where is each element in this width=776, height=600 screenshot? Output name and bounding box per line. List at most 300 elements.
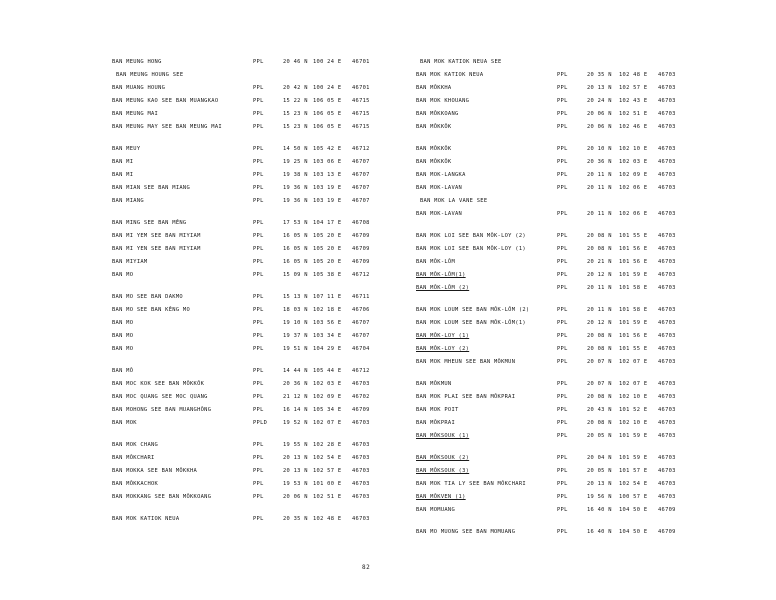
gazetteer-entry — [112, 452, 382, 465]
entry-feature-type: PPL — [253, 442, 264, 448]
entry-feature-type: PPL — [557, 172, 568, 178]
entry-sheet-code: 46703 — [658, 233, 676, 239]
entry-latitude: 15 23 N — [283, 124, 308, 130]
entry-longitude: 105 20 E — [313, 259, 342, 265]
entry-sheet-code: 46703 — [658, 159, 676, 165]
entry-sheet-code: 46703 — [658, 246, 676, 252]
entry-sheet-code: 46709 — [352, 407, 370, 413]
gazetteer-entry — [416, 269, 706, 282]
entry-feature-type: PPL — [557, 211, 568, 217]
entry-latitude: 19 55 N — [283, 442, 308, 448]
gazetteer-entry — [112, 143, 382, 156]
entry-sheet-code: 46704 — [352, 346, 370, 352]
entry-latitude: 20 36 N — [283, 381, 308, 387]
gazetteer-entry — [112, 330, 382, 343]
entry-latitude: 20 21 N — [587, 259, 612, 265]
entry-feature-type: PPL — [253, 333, 264, 339]
gazetteer-entry — [416, 452, 706, 465]
entry-feature-type: PPL — [557, 111, 568, 117]
entry-name: BAN MÔK-LOY (1) — [416, 333, 470, 339]
entry-feature-type: PPL — [557, 285, 568, 291]
gazetteer-entry — [112, 365, 382, 378]
entry-sheet-code: 46703 — [658, 111, 676, 117]
entry-sheet-code: 46703 — [658, 85, 676, 91]
entry-feature-type: PPL — [253, 407, 264, 413]
entry-latitude: 20 11 N — [587, 172, 612, 178]
entry-longitude: 102 54 E — [313, 455, 342, 461]
entry-name: BAN MIANG — [112, 198, 144, 204]
entry-name: BAN MOK PLAI SEE BAN MÔKPRAI — [416, 394, 516, 400]
entry-name: BAN MEUNG MAI — [112, 111, 159, 117]
entry-feature-type: PPL — [557, 272, 568, 278]
entry-sheet-code: 46707 — [352, 320, 370, 326]
right-column — [416, 56, 706, 539]
gazetteer-entry — [416, 195, 706, 208]
entry-longitude: 102 06 E — [619, 185, 648, 191]
gazetteer-entry — [112, 417, 382, 430]
entry-name: BAN MIAN SEE BAN MIANG — [112, 185, 190, 191]
gazetteer-entry — [416, 465, 706, 478]
entry-longitude: 100 24 E — [313, 85, 342, 91]
entry-latitude: 20 24 N — [587, 98, 612, 104]
entry-name: BAN MÔKKÔK — [416, 124, 452, 130]
entry-longitude: 102 57 E — [313, 468, 342, 474]
entry-latitude: 19 36 N — [283, 198, 308, 204]
entry-longitude: 101 58 E — [619, 285, 648, 291]
entry-sheet-code: 46701 — [352, 59, 370, 65]
entry-sheet-code: 46703 — [352, 420, 370, 426]
entry-feature-type: PPL — [557, 259, 568, 265]
entry-sheet-code: 46703 — [658, 407, 676, 413]
entry-sheet-code: 46712 — [352, 146, 370, 152]
entry-latitude: 16 14 N — [283, 407, 308, 413]
entry-name: BAN MIYIAM — [112, 259, 148, 265]
entry-sheet-code: 46715 — [352, 124, 370, 130]
gazetteer-entry — [112, 169, 382, 182]
entry-longitude: 102 18 E — [313, 307, 342, 313]
entry-longitude: 101 52 E — [619, 407, 648, 413]
entry-latitude: 20 08 N — [587, 346, 612, 352]
entry-feature-type: PPL — [253, 172, 264, 178]
gazetteer-entry — [112, 491, 382, 504]
entry-name: BAN MOK — [112, 420, 137, 426]
entry-feature-type: PPL — [253, 246, 264, 252]
entry-name: BAN MOK KATIOK NEUA SEE — [420, 59, 502, 65]
entry-longitude: 102 07 E — [619, 381, 648, 387]
entry-name: BAN MÔKMUN — [416, 381, 452, 387]
entry-longitude: 103 56 E — [313, 320, 342, 326]
entry-name: BAN MI YEN SEE BAN MIYIAM — [112, 246, 201, 252]
entry-sheet-code: 46703 — [658, 346, 676, 352]
entry-longitude: 102 10 E — [619, 394, 648, 400]
entry-longitude: 101 59 E — [619, 433, 648, 439]
entry-feature-type: PPL — [253, 146, 264, 152]
entry-name: BAN MEUNG HOUNG SEE — [116, 72, 184, 78]
gazetteer-entry — [112, 391, 382, 404]
entry-feature-type: PPL — [557, 381, 568, 387]
entry-feature-type: PPL — [557, 246, 568, 252]
entry-longitude: 105 44 E — [313, 368, 342, 374]
entry-feature-type: PPL — [557, 468, 568, 474]
entry-name: BAN MOKKA SEE BAN MÔKKHA — [112, 468, 198, 474]
entry-longitude: 102 07 E — [313, 420, 342, 426]
entry-name: BAN MÔKKACHOK — [112, 481, 159, 487]
entry-feature-type: PPL — [253, 307, 264, 313]
entry-feature-type: PPL — [557, 72, 568, 78]
entry-sheet-code: 46703 — [352, 442, 370, 448]
entry-longitude: 105 34 E — [313, 407, 342, 413]
entry-longitude: 106 05 E — [313, 98, 342, 104]
entry-longitude: 106 05 E — [313, 124, 342, 130]
gazetteer-entry — [416, 504, 706, 517]
entry-latitude: 19 36 N — [283, 185, 308, 191]
entry-latitude: 17 53 N — [283, 220, 308, 226]
entry-latitude: 20 07 N — [587, 359, 612, 365]
entry-sheet-code: 46703 — [658, 381, 676, 387]
entry-latitude: 20 06 N — [587, 124, 612, 130]
entry-name: BAN MI YEM SEE BAN MIYIAM — [112, 233, 201, 239]
entry-sheet-code: 46703 — [658, 333, 676, 339]
entry-latitude: 20 08 N — [587, 333, 612, 339]
entry-latitude: 20 08 N — [587, 394, 612, 400]
entry-latitude: 16 05 N — [283, 246, 308, 252]
entry-sheet-code: 46702 — [352, 394, 370, 400]
entry-sheet-code: 46703 — [352, 455, 370, 461]
entry-sheet-code: 46703 — [658, 433, 676, 439]
entry-longitude: 104 17 E — [313, 220, 342, 226]
entry-feature-type: PPL — [253, 233, 264, 239]
entry-longitude: 101 59 E — [619, 272, 648, 278]
entry-feature-type: PPL — [557, 346, 568, 352]
entry-longitude: 105 20 E — [313, 233, 342, 239]
entry-longitude: 102 46 E — [619, 124, 648, 130]
entry-sheet-code: 46703 — [658, 72, 676, 78]
gazetteer-entry — [112, 121, 382, 134]
entry-latitude: 16 40 N — [587, 507, 612, 513]
entry-longitude: 100 57 E — [619, 494, 648, 500]
entry-sheet-code: 46707 — [352, 198, 370, 204]
entry-longitude: 103 19 E — [313, 185, 342, 191]
entry-longitude: 102 54 E — [619, 481, 648, 487]
left-column — [112, 56, 382, 526]
gazetteer-entry — [112, 378, 382, 391]
entry-feature-type: PPL — [557, 420, 568, 426]
entry-latitude: 20 13 N — [283, 455, 308, 461]
gazetteer-entry — [112, 343, 382, 356]
entry-latitude: 20 04 N — [587, 455, 612, 461]
entry-feature-type: PPL — [253, 111, 264, 117]
entry-latitude: 20 12 N — [587, 272, 612, 278]
gazetteer-entry — [112, 230, 382, 243]
entry-longitude: 102 51 E — [619, 111, 648, 117]
entry-name: BAN MEUNG KAO SEE BAN MUANGKAO — [112, 98, 219, 104]
entry-sheet-code: 46703 — [352, 468, 370, 474]
entry-name: BAN MOK KATIOK NEUA — [112, 516, 180, 522]
entry-latitude: 20 11 N — [587, 211, 612, 217]
entry-feature-type: PPL — [557, 394, 568, 400]
entry-name: BAN MOK LOI SEE BAN MÔK-LOY (1) — [416, 246, 526, 252]
entry-latitude: 20 08 N — [587, 233, 612, 239]
gazetteer-entry — [112, 182, 382, 195]
entry-feature-type: PPL — [557, 481, 568, 487]
entry-longitude: 102 06 E — [619, 211, 648, 217]
entry-longitude: 103 13 E — [313, 172, 342, 178]
entry-sheet-code: 46711 — [352, 294, 370, 300]
entry-longitude: 102 48 E — [619, 72, 648, 78]
entry-feature-type: PPL — [253, 124, 264, 130]
gazetteer-entry — [416, 156, 706, 169]
entry-feature-type: PPL — [557, 433, 568, 439]
gazetteer-entry — [416, 282, 706, 295]
entry-feature-type: PPL — [253, 346, 264, 352]
entry-sheet-code: 46703 — [352, 494, 370, 500]
entry-name: BAN MÔK-LÔM (2) — [416, 285, 470, 291]
entry-sheet-code: 46709 — [352, 259, 370, 265]
gazetteer-entry — [112, 404, 382, 417]
entry-sheet-code: 46703 — [658, 307, 676, 313]
entry-longitude: 101 56 E — [619, 259, 648, 265]
entry-feature-type: PPL — [557, 407, 568, 413]
entry-longitude: 102 10 E — [619, 420, 648, 426]
gazetteer-entry — [416, 304, 706, 317]
entry-latitude: 20 05 N — [587, 468, 612, 474]
entry-longitude: 106 05 E — [313, 111, 342, 117]
entry-longitude: 103 34 E — [313, 333, 342, 339]
entry-sheet-code: 46703 — [658, 494, 676, 500]
entry-name: BAN MO SEE BAN DAKMO — [112, 294, 183, 300]
entry-longitude: 102 03 E — [313, 381, 342, 387]
entry-sheet-code: 46709 — [352, 233, 370, 239]
gazetteer-entry — [416, 230, 706, 243]
entry-name: BAN MI — [112, 172, 134, 178]
entry-feature-type: PPL — [253, 481, 264, 487]
entry-latitude: 19 38 N — [283, 172, 308, 178]
entry-longitude: 102 28 E — [313, 442, 342, 448]
entry-latitude: 20 07 N — [587, 381, 612, 387]
entry-sheet-code: 46709 — [658, 529, 676, 535]
entry-latitude: 15 13 N — [283, 294, 308, 300]
entry-feature-type: PPL — [557, 529, 568, 535]
entry-sheet-code: 46703 — [658, 185, 676, 191]
entry-name: BAN MUANG HOUNG — [112, 85, 166, 91]
entry-feature-type: PPL — [253, 494, 264, 500]
entry-name: BAN MÔKKÔK — [416, 159, 452, 165]
entry-longitude: 101 55 E — [619, 233, 648, 239]
entry-feature-type: PPL — [253, 198, 264, 204]
entry-feature-type: PPL — [253, 85, 264, 91]
gazetteer-entry — [112, 439, 382, 452]
entry-name: BAN MOHONG SEE BAN MUANGHÔNG — [112, 407, 212, 413]
entry-sheet-code: 46707 — [352, 333, 370, 339]
gazetteer-entry — [416, 526, 706, 539]
gazetteer-entry — [416, 121, 706, 134]
entry-latitude: 16 05 N — [283, 233, 308, 239]
entry-longitude: 101 58 E — [619, 307, 648, 313]
entry-latitude: 16 05 N — [283, 259, 308, 265]
entry-name: BAN MOKKANG SEE BAN MÔKKOANG — [112, 494, 212, 500]
entry-sheet-code: 46703 — [658, 359, 676, 365]
entry-longitude: 107 11 E — [313, 294, 342, 300]
entry-sheet-code: 46707 — [352, 185, 370, 191]
entry-sheet-code: 46703 — [658, 124, 676, 130]
entry-feature-type: PPL — [253, 294, 264, 300]
entry-longitude: 102 43 E — [619, 98, 648, 104]
entry-name: BAN MOK LOI SEE BAN MÔK-LOY (2) — [416, 233, 526, 239]
entry-latitude: 20 13 N — [283, 468, 308, 474]
entry-name: BAN MOK-LANGKA — [416, 172, 466, 178]
entry-feature-type: PPL — [557, 307, 568, 313]
entry-sheet-code: 46703 — [658, 320, 676, 326]
entry-name: BAN MOK-LAVAN — [416, 185, 463, 191]
page-number: 82 — [362, 564, 371, 571]
entry-sheet-code: 46707 — [352, 172, 370, 178]
entry-feature-type: PPL — [253, 455, 264, 461]
entry-sheet-code: 46703 — [658, 259, 676, 265]
entry-longitude: 104 50 E — [619, 529, 648, 535]
entry-longitude: 102 57 E — [619, 85, 648, 91]
gazetteer-entry — [112, 82, 382, 95]
entry-latitude: 19 37 N — [283, 333, 308, 339]
entry-longitude: 102 10 E — [619, 146, 648, 152]
entry-sheet-code: 46703 — [658, 285, 676, 291]
entry-latitude: 14 50 N — [283, 146, 308, 152]
entry-feature-type: PPLD — [253, 420, 268, 426]
entry-latitude: 20 10 N — [587, 146, 612, 152]
gazetteer-entry — [416, 69, 706, 82]
entry-latitude: 20 11 N — [587, 285, 612, 291]
entry-sheet-code: 46715 — [352, 111, 370, 117]
entry-longitude: 105 42 E — [313, 146, 342, 152]
entry-feature-type: PPL — [557, 333, 568, 339]
entry-longitude: 102 09 E — [619, 172, 648, 178]
entry-feature-type: PPL — [557, 98, 568, 104]
entry-sheet-code: 46712 — [352, 272, 370, 278]
entry-name: BAN MO SEE BAN KÊNG MO — [112, 307, 190, 313]
entry-sheet-code: 46703 — [658, 172, 676, 178]
entry-name: BAN MÔ — [112, 368, 134, 374]
entry-name: BAN MOK POIT — [416, 407, 459, 413]
entry-feature-type: PPL — [557, 185, 568, 191]
entry-latitude: 15 23 N — [283, 111, 308, 117]
entry-sheet-code: 46703 — [352, 516, 370, 522]
gazetteer-entry — [112, 243, 382, 256]
entry-feature-type: PPL — [253, 259, 264, 265]
gazetteer-entry — [112, 291, 382, 304]
entry-sheet-code: 46703 — [658, 481, 676, 487]
entry-longitude: 101 59 E — [619, 455, 648, 461]
gazetteer-entry — [112, 108, 382, 121]
entry-latitude: 19 10 N — [283, 320, 308, 326]
gazetteer-entry — [112, 269, 382, 282]
entry-name: BAN MÔKSOUK (2) — [416, 455, 470, 461]
entry-sheet-code: 46706 — [352, 307, 370, 313]
entry-sheet-code: 46703 — [658, 455, 676, 461]
gazetteer-entry — [112, 217, 382, 230]
entry-name: BAN MO — [112, 272, 134, 278]
entry-latitude: 20 08 N — [587, 420, 612, 426]
entry-latitude: 20 05 N — [587, 433, 612, 439]
entry-sheet-code: 46701 — [352, 85, 370, 91]
entry-feature-type: PPL — [253, 272, 264, 278]
entry-name: BAN MÔKKOANG — [416, 111, 459, 117]
entry-name: BAN MÔKKÔK — [416, 146, 452, 152]
entry-latitude: 20 43 N — [587, 407, 612, 413]
entry-sheet-code: 46703 — [658, 98, 676, 104]
gazetteer-entry — [112, 95, 382, 108]
gazetteer-entry — [416, 243, 706, 256]
entry-name: BAN MÔKVEN (1) — [416, 494, 466, 500]
entry-name: BAN MOK-LAVAN — [416, 211, 463, 217]
entry-longitude: 102 48 E — [313, 516, 342, 522]
entry-name: BAN MO — [112, 346, 134, 352]
entry-latitude: 20 11 N — [587, 307, 612, 313]
gazetteer-entry — [416, 417, 706, 430]
entry-name: BAN MOK TIA LY SEE BAN MÔKCHARI — [416, 481, 526, 487]
entry-name: BAN MOK MHEUN SEE BAN MÔKMUN — [416, 359, 516, 365]
gazetteer-entry — [416, 56, 706, 69]
entry-name: BAN MÔKSOUK (3) — [416, 468, 470, 474]
entry-latitude: 21 12 N — [283, 394, 308, 400]
entry-name: BAN MOK KATIOK NEUA — [416, 72, 484, 78]
gazetteer-entry — [416, 378, 706, 391]
entry-sheet-code: 46703 — [352, 481, 370, 487]
entry-feature-type: PPL — [253, 381, 264, 387]
gazetteer-entry — [112, 256, 382, 269]
entry-name: BAN MOK LA VANE SEE — [420, 198, 488, 204]
entry-latitude: 19 25 N — [283, 159, 308, 165]
entry-latitude: 20 35 N — [587, 72, 612, 78]
entry-longitude: 101 57 E — [619, 468, 648, 474]
entry-latitude: 19 56 N — [587, 494, 612, 500]
gazetteer-entry — [416, 343, 706, 356]
entry-feature-type: PPL — [253, 59, 264, 65]
entry-feature-type: PPL — [557, 320, 568, 326]
entry-name: BAN MÔKCHARI — [112, 455, 155, 461]
entry-feature-type: PPL — [253, 98, 264, 104]
entry-name: BAN MI — [112, 159, 134, 165]
gazetteer-entry — [416, 108, 706, 121]
entry-name: BAN MING SEE BAN MÊNG — [112, 220, 187, 226]
entry-latitude: 20 13 N — [587, 481, 612, 487]
entry-name: BAN MÔKSOUK (1) — [416, 433, 470, 439]
entry-longitude: 103 19 E — [313, 198, 342, 204]
entry-latitude: 16 40 N — [587, 529, 612, 535]
entry-latitude: 20 08 N — [587, 246, 612, 252]
gazetteer-entry — [112, 69, 382, 82]
entry-sheet-code: 46715 — [352, 98, 370, 104]
gazetteer-entry — [416, 391, 706, 404]
entry-name: BAN MÔK-LOY (2) — [416, 346, 470, 352]
gazetteer-entry — [416, 330, 706, 343]
entry-feature-type: PPL — [253, 516, 264, 522]
gazetteer-entry — [416, 256, 706, 269]
entry-longitude: 105 38 E — [313, 272, 342, 278]
gazetteer-entry — [112, 478, 382, 491]
entry-sheet-code: 46707 — [352, 159, 370, 165]
gazetteer-entry — [112, 513, 382, 526]
entry-longitude: 102 03 E — [619, 159, 648, 165]
entry-latitude: 20 06 N — [283, 494, 308, 500]
gazetteer-entry — [112, 156, 382, 169]
entry-feature-type: PPL — [253, 220, 264, 226]
entry-name: BAN MO MUONG SEE BAN MOMUANG — [416, 529, 516, 535]
entry-feature-type: PPL — [253, 394, 264, 400]
gazetteer-entry — [416, 169, 706, 182]
entry-longitude: 101 56 E — [619, 246, 648, 252]
entry-feature-type: PPL — [557, 359, 568, 365]
gazetteer-entry — [416, 182, 706, 195]
entry-latitude: 20 12 N — [587, 320, 612, 326]
